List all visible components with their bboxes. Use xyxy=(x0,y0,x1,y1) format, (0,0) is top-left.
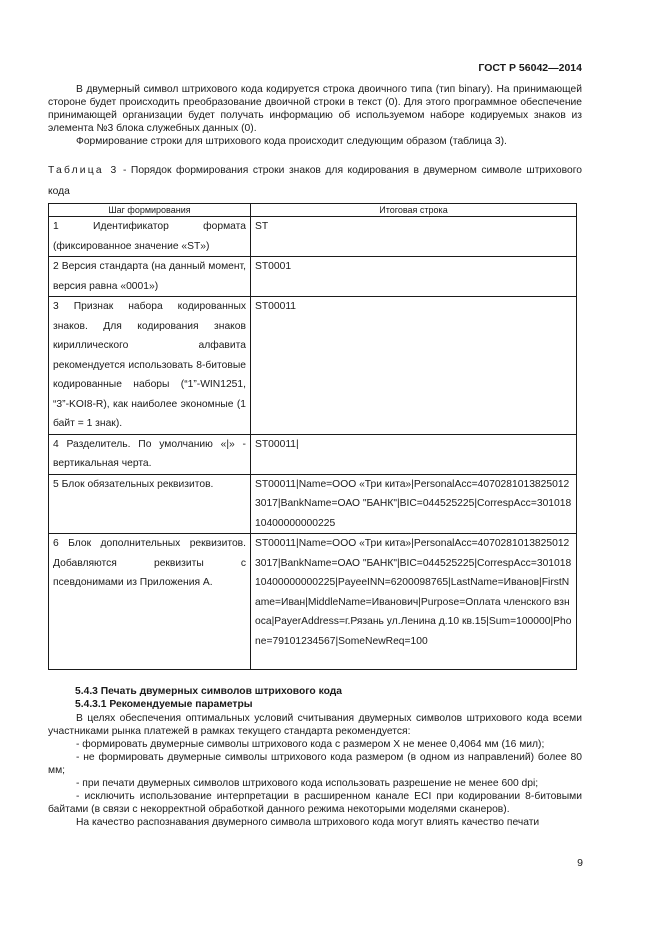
step-cell: 5 Блок обязательных реквизитов. xyxy=(49,474,251,534)
table-row xyxy=(49,217,577,257)
table-row xyxy=(49,534,577,670)
result-cell: ST00011|Name=ООО «Три кита»|PersonalAcc=40702810138250123017|BankName=ОАО "БАНК"|BIC=044525225|CorrespAcc=30101810400000000225|PayeeINN=6200098765|LastName=Иванов|FirstName=Иван|MiddleName=Иванович|Purpose=Оплата членского взноса|PayerAddress=г.Рязань ул.Ленина д.10 кв.15|Sum=100000|Phone=79101234567|SomeNewReq=100 xyxy=(251,534,577,670)
table-caption xyxy=(48,160,582,202)
step-cell: 3 Признак набора кодированных знаков. Для кодирования знаков кириллического алфавита рекомендуется использовать 8-битовые кодированные наборы (“1”-WIN1251, “3”-KOI8-R), как наиболее экономные (1 байт = 1 знак). xyxy=(49,297,251,435)
table-header-row xyxy=(49,204,577,217)
result-cell: ST00011| xyxy=(251,434,577,474)
intro-block xyxy=(48,83,582,148)
table-row xyxy=(49,434,577,474)
step-cell: 2 Версия стандарта (на данный момент, версия равна «0001») xyxy=(49,257,251,297)
section-body xyxy=(48,712,582,829)
header-result: Итоговая строка xyxy=(251,204,577,217)
table-row xyxy=(49,297,577,435)
result-cell: ST xyxy=(251,217,577,257)
table-row xyxy=(49,257,577,297)
page-number: 9 xyxy=(577,857,583,869)
step-cell: 1 Идентификатор формата (фиксированное значение «ST») xyxy=(49,217,251,257)
header-step: Шаг формирования xyxy=(49,204,251,217)
section-title-5-4-3: 5.4.3 Печать двумерных символов штрихового кода xyxy=(75,686,343,697)
barcode-string-table xyxy=(48,203,577,670)
table-caption-label: Таблица 3 xyxy=(48,165,119,176)
list-item: - формировать двумерные символы штрихового кода с размером X не менее 0,4064 мм (16 мил); xyxy=(76,739,545,750)
step-cell: 4 Разделитель. По умолчанию «|» - вертикальная черта. xyxy=(49,434,251,474)
intro-paragraph-1: В двумерный символ штрихового кода кодируется строка двоичного типа (тип binary). На принимающей стороне будет происходить преобразование двоичной строки в текст (0). Для этого программное обеспечение принимающей организации будет получать информацию об используемом наборе кодируемых знаков из элемента №3 блока служебных данных (0). xyxy=(48,84,582,134)
document-standard-header: ГОСТ Р 56042—2014 xyxy=(478,62,582,74)
intro-paragraph-2: Формирование строки для штрихового кода происходит следующим образом (таблица 3). xyxy=(76,136,507,147)
result-cell: ST00011 xyxy=(251,297,577,435)
result-cell: ST0001 xyxy=(251,257,577,297)
section-title-5-4-3-1: 5.4.3.1 Рекомендуемые параметры xyxy=(75,699,253,710)
section-intro-paragraph: В целях обеспечения оптимальных условий считывания двумерных символов штрихового кода всеми участниками рынка платежей в рамках текущего стандарта рекомендуется: xyxy=(48,713,582,737)
table-row xyxy=(49,474,577,534)
section-last-paragraph: На качество распознавания двумерного символа штрихового кода могут влиять качество печати xyxy=(76,817,540,828)
table-caption-text: - Порядок формирования строки знаков для кодирования в двумерном символе штрихового кода xyxy=(48,165,582,197)
result-cell: ST00011|Name=ООО «Три кита»|PersonalAcc=40702810138250123017|BankName=ОАО "БАНК"|BIC=044525225|CorrespAcc=30101810400000000225 xyxy=(251,474,577,534)
list-item: - не формировать двумерные символы штрихового кода размером (в одном из направлений) более 80 мм; xyxy=(48,752,582,776)
list-item: - исключить использование интерпретации в расширенном канале ECI при кодировании 8-битовыми байтами (в связи с некорректной обработкой данного режима некоторыми моделями сканеров). xyxy=(48,791,582,815)
list-item: - при печати двумерных символов штрихового кода использовать разрешение не менее 600 dpi; xyxy=(76,778,539,789)
step-cell: 6 Блок дополнительных реквизитов. Добавляются реквизиты с псевдонимами из Приложения А. xyxy=(49,534,251,670)
